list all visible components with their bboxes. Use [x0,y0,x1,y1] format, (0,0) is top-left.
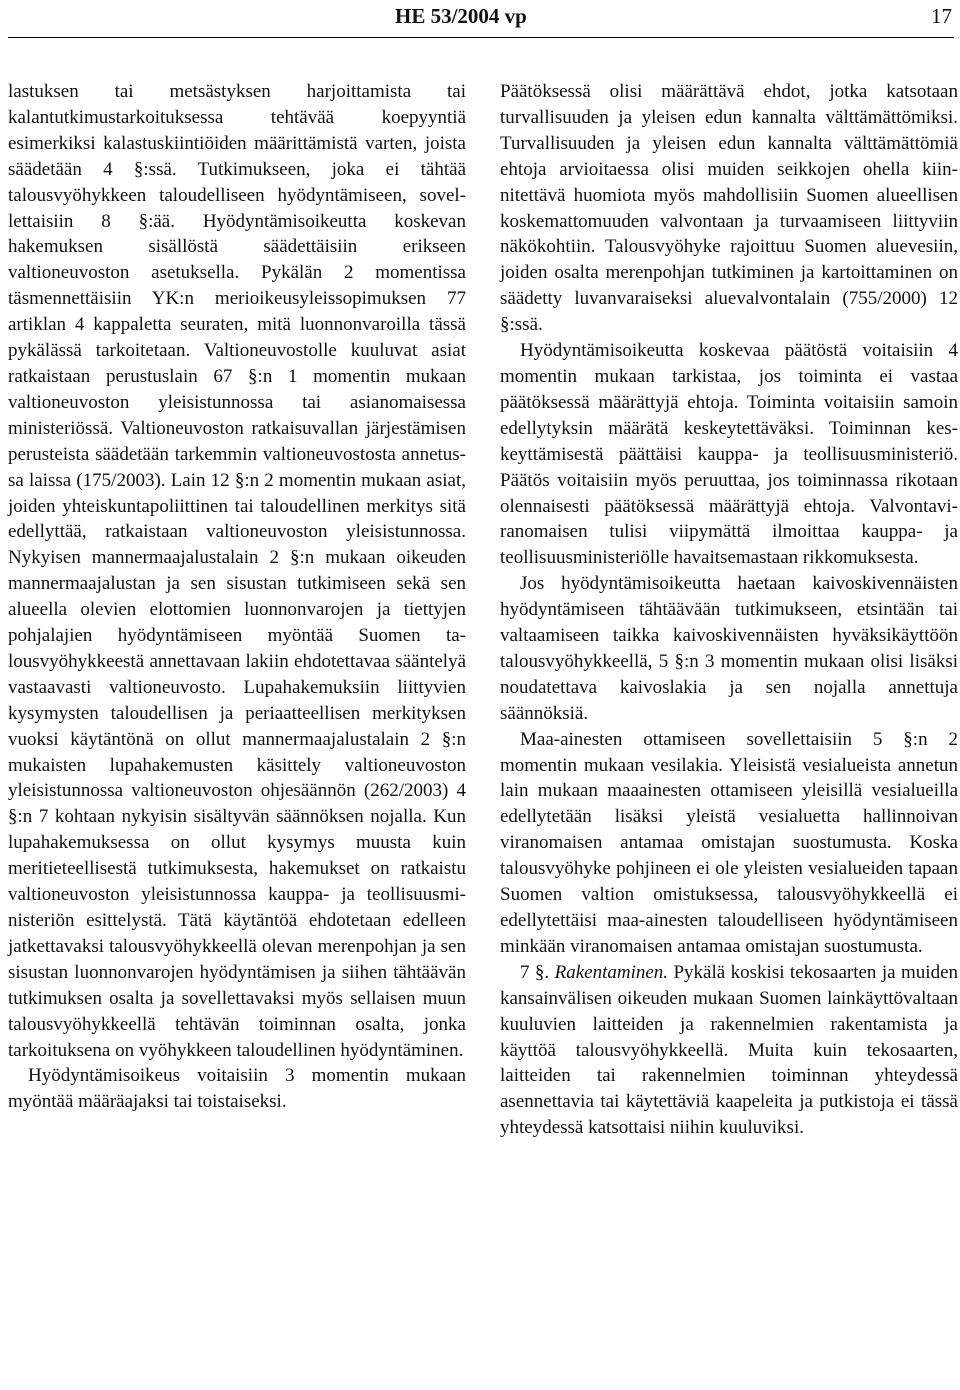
right-column [500,79,958,1141]
left-paragraph-1: lastuksen tai metsästyksen harjoittamista tai kalantutkimustarkoituksessa tehtävää koepyyntiä esimerkiksi kalastuskiintiöiden määrittämistä varten, joista säädetään 4 §:ssä. Tutkimukseen, joka ei tähtää talousvyöhykkeen taloudelliseen hyödyntämiseen, sovellettaisiin 8 §:ää. Hyödyntämisoikeutta koskevan hakemuksen sisällöstä säädettäisiin erikseen valtioneuvoston asetuksella. Pykälän 2 momentissa täsmennettäisiin YK:n merioikeusyleissopimuksen 77 artiklan 4 kappaletta seuraten, mitä luonnonvaroilla tässä pykälässä tarkoitetaan. Valtioneuvostolle kuuluvat asiat ratkaistaan perustuslain 67 §:n 1 momentin mukaan valtioneuvoston yleisistunnossa tai asianomaisessa ministeriössä. Valtioneuvoston ratkaisuvallan järjestämisen perusteista säädetään tarkemmin valtioneuvostosta annetussa laissa (175/2003). Lain 12 §:n 2 momentin mukaan asiat, joiden yhteiskuntapoliittinen tai taloudellinen merkitys sitä edellyttää, ratkaistaan valtioneuvoston yleisistunnossa. Nykyisen mannermaajalustalain 2 §:n mukaan oikeuden mannermaajalustan ja sen sisustan tutkimiseen sekä sen alueella olevien elottomien luonnonvarojen ja tiettyjen pohjalajien hyödyntämiseen myöntää Suomen talousvyöhykkeestä annettavaan lakiin ehdotettavaa sääntelyä vastaavasti valtioneuvosto. Lupahakemuksiin liittyvien kysymysten taloudellisen ja periaatteellisen merkityksen vuoksi käytäntönä on ollut mannermaajalustalain 2 §:n mukaisten lupahakemusten käsittely valtioneuvoston yleisistunnossa valtioneuvoston ohjesäännön (262/2003) 4 §:n 7 kohtaan nykyisin sisältyvän säännöksen nojalla. Kun lupahakemuksessa on ollut kysymys muusta kuin meritieteellisestä tutkimuksesta, hakemukset on ratkaistu valtioneuvoston yleisistunnossa kauppa- ja teollisuusministeriön esittelystä. Tätä käytäntöä ehdotetaan edelleen jatkettavaksi talousvyöhykkeellä olevan merenpohjan ja sen sisustan luonnonvarojen hyödyntämisen ja siihen tähtäävän tutkimuksen osalta ja sovellettavaksi myös sellaisen muun talousvyöhykkeellä tehtävän toiminnan osalta, jonka tarkoituksena on vyöhykkeen taloudellinen hyödyntäminen. [8,81,466,1061]
page-number: 17 [931,4,952,28]
right-paragraph-5 [500,960,958,1141]
section-title: Rakentaminen. [554,961,669,983]
left-column [8,79,466,1115]
right-paragraph-4: Maa-ainesten ottamiseen sovellettaisiin 5 §:n 2 momentin mukaan vesilakia. Yleisistä vesialueista annetun lain mukaan maaainesten ottamiseen yleisillä vesialueilla edellytetään lisäksi yleistä vesialuetta hallinnoivan viranomaisen antamaa omistajan suostumusta. Koska talousvyöhyke pohjineen ei ole yleisten vesialueiden tapaan Suomen valtion omistuksessa, talousvyöhykkeellä ei edellytettäisi maa-ainesten taloudelliseen hyödyntämiseen minkään viranomaisen antamaa omistajan suostumusta. [500,728,958,957]
left-paragraph-2: Hyödyntämisoikeus voitaisiin 3 momentin mukaan myöntää määräajaksi tai toistaiseksi. [8,1065,466,1113]
right-paragraph-1: Päätöksessä olisi määrättävä ehdot, jotka katsotaan turvallisuuden ja yleisen edun kannalta välttämättömiksi. Turvallisuuden ja yleisen edun kannalta välttämättömiä ehtoja arvioitaessa olisi muiden seikkojen ohella kiinnitettävä huomiota myös mahdollisiin Suomen alueellisen koskemattomuuden valvontaan ja turvaamiseen liittyviin näkökohtiin. Talousvyöhyke rajoittuu Suomen aluevesiin, joiden osalta merenpohjan tutkiminen ja kartoittaminen on säädetty luvanvaraiseksi aluevalvontalain (755/2000) 12 §:ssä. [500,81,958,336]
right-paragraph-2: Hyödyntämisoikeutta koskevaa päätöstä voitaisiin 4 momentin mukaan tarkistaa, jos toiminta ei vastaa päätöksessä määrättyjä ehtoja. Toiminta voitaisiin samoin edellytyksin määrätä keskeytettäväksi. Toiminnan keskeyttämisestä päättäisi kauppa- ja teollisuusministeriö. Päätös voitaisiin myös peruuttaa, jos toiminnassa rikotaan olennaisesti päätöksessä määrättyjä ehtoja. Valvontaviranomaisen tulisi viipymättä ilmoittaa kauppa- ja teollisuusministeriölle havaitsemastaan rikkomuksesta. [500,340,958,569]
page-header [0,0,960,40]
right-paragraph-3: Jos hyödyntämisoikeutta haetaan kaivoskivennäisten hyödyntämiseen tähtäävään tutkimukseen, etsintään tai valtaamiseen taikka kaivoskivennäisten hyväksikäyttöön talousvyöhykkeellä, 5 §:n 3 momentin mukaan olisi lisäksi noudatettava kaivoslakia ja sen nojalla annettuja säännöksiä. [500,573,958,724]
section-text: Pykälä koskisi tekosaarten ja muiden kansainvälisen oikeuden mukaan Suomen lainkäyttövaltaan kuuluvien laitteiden ja rakennelmien rakentamista ja käyttöä talousvyöhykkeellä. Muita kuin tekosaarten, laitteiden tai rakennelmien toiminnan yhteydessä asennettavia tai käytettäviä kaapeleita ja putkistoja ei tässä yhteydessä katsottaisi niihin kuuluviksi. [500,961,958,1139]
section-number: 7 §. [520,961,555,983]
document-id: HE 53/2004 vp [395,4,527,28]
header-rule [8,37,954,38]
